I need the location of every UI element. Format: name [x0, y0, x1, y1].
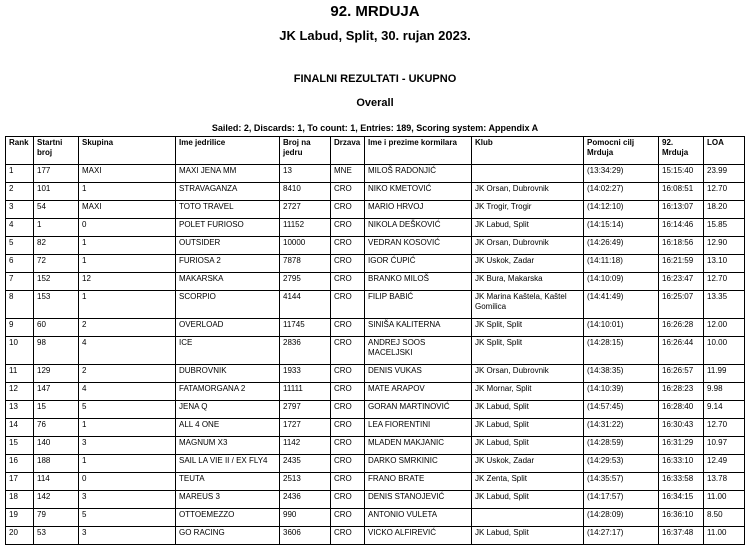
table-row — [6, 337, 745, 365]
table-row — [6, 527, 745, 545]
boat-name-cell: MAREUS 3 — [176, 491, 280, 509]
boat-name-cell: SCORPIO — [176, 291, 280, 319]
table-header-row — [6, 137, 745, 165]
col-header-mrduja-time: 92. Mrduja — [659, 137, 704, 165]
group-cell: 0 — [79, 473, 176, 491]
rank-cell: 20 — [6, 527, 34, 545]
table-row — [6, 365, 745, 383]
sail-number-cell: 11745 — [280, 319, 331, 337]
mrduja-time-cell: 16:08:51 — [659, 183, 704, 201]
skipper-cell: VICKO ALFIREVIĆ — [365, 527, 472, 545]
start-number-cell: 76 — [34, 419, 79, 437]
country-cell: CRO — [331, 491, 365, 509]
group-cell: 1 — [79, 255, 176, 273]
boat-name-cell: FATAMORGANA 2 — [176, 383, 280, 401]
sail-number-cell: 1727 — [280, 419, 331, 437]
results-table — [5, 136, 745, 545]
skipper-cell: MARIO HRVOJ — [365, 201, 472, 219]
loa-cell: 12.70 — [704, 419, 745, 437]
sail-number-cell: 7878 — [280, 255, 331, 273]
group-cell: 5 — [79, 401, 176, 419]
group-cell: 12 — [79, 273, 176, 291]
mrduja-time-cell: 16:18:56 — [659, 237, 704, 255]
sail-number-cell: 1933 — [280, 365, 331, 383]
group-cell: 3 — [79, 491, 176, 509]
loa-cell: 9.14 — [704, 401, 745, 419]
country-cell: CRO — [331, 455, 365, 473]
table-row — [6, 383, 745, 401]
start-number-cell: 153 — [34, 291, 79, 319]
boat-name-cell: TEUTA — [176, 473, 280, 491]
loa-cell: 11.99 — [704, 365, 745, 383]
boat-name-cell: MAKARSKA — [176, 273, 280, 291]
mrduja-time-cell: 16:34:15 — [659, 491, 704, 509]
mrduja-time-cell: 16:21:59 — [659, 255, 704, 273]
skipper-cell: ANTONIO VULETA — [365, 509, 472, 527]
club-cell: JK Split, Split — [472, 319, 584, 337]
mrduja-time-cell: 16:28:23 — [659, 383, 704, 401]
sail-number-cell: 11152 — [280, 219, 331, 237]
rank-cell: 6 — [6, 255, 34, 273]
start-number-cell: 101 — [34, 183, 79, 201]
rank-cell: 1 — [6, 165, 34, 183]
group-cell: 1 — [79, 455, 176, 473]
sail-number-cell: 990 — [280, 509, 331, 527]
country-cell: CRO — [331, 255, 365, 273]
mrduja-time-cell: 16:25:07 — [659, 291, 704, 319]
table-row — [6, 201, 745, 219]
mrduja-time-cell: 16:13:07 — [659, 201, 704, 219]
rank-cell: 14 — [6, 419, 34, 437]
mrduja-time-cell: 16:31:29 — [659, 437, 704, 455]
loa-cell: 11.00 — [704, 491, 745, 509]
mrduja-time-cell: 16:28:40 — [659, 401, 704, 419]
sail-number-cell: 8410 — [280, 183, 331, 201]
section-title: FINALNI REZULTATI - UKUPNO — [293, 73, 457, 85]
club-cell: JK Labud, Split — [472, 219, 584, 237]
skipper-cell: SINIŠA KALITERNA — [365, 319, 472, 337]
start-number-cell: 60 — [34, 319, 79, 337]
skipper-cell: FRANO BRATE — [365, 473, 472, 491]
aux-finish-cell: (14:10:39) — [584, 383, 659, 401]
sail-number-cell: 2836 — [280, 337, 331, 365]
table-row — [6, 291, 745, 319]
boat-name-cell: ICE — [176, 337, 280, 365]
skipper-cell: GORAN MARTINOVIĆ — [365, 401, 472, 419]
sail-number-cell: 10000 — [280, 237, 331, 255]
boat-name-cell: ALL 4 ONE — [176, 419, 280, 437]
start-number-cell: 82 — [34, 237, 79, 255]
loa-cell: 12.49 — [704, 455, 745, 473]
group-cell: 4 — [79, 383, 176, 401]
sail-number-cell: 3606 — [280, 527, 331, 545]
skipper-cell: MILOŠ RADONJIĆ — [365, 165, 472, 183]
skipper-cell: DARKO SMRKINIC — [365, 455, 472, 473]
start-number-cell: 53 — [34, 527, 79, 545]
club-cell: JK Mornar, Split — [472, 383, 584, 401]
skipper-cell: MATE ARAPOV — [365, 383, 472, 401]
group-cell: 4 — [79, 337, 176, 365]
boat-name-cell: OUTSIDER — [176, 237, 280, 255]
table-row — [6, 437, 745, 455]
skipper-cell: IGOR ĆUPIĆ — [365, 255, 472, 273]
group-cell: 1 — [79, 237, 176, 255]
club-cell: JK Zenta, Split — [472, 473, 584, 491]
table-row — [6, 255, 745, 273]
col-header-group: Skupina — [79, 137, 176, 165]
table-row — [6, 219, 745, 237]
boat-name-cell: MAXI JENA MM — [176, 165, 280, 183]
club-cell: JK Labud, Split — [472, 491, 584, 509]
skipper-cell: DENIS VUKAS — [365, 365, 472, 383]
start-number-cell: 140 — [34, 437, 79, 455]
boat-name-cell: POLET FURIOSO — [176, 219, 280, 237]
start-number-cell: 147 — [34, 383, 79, 401]
aux-finish-cell: (14:10:01) — [584, 319, 659, 337]
boat-name-cell: DUBROVNIK — [176, 365, 280, 383]
rank-cell: 16 — [6, 455, 34, 473]
skipper-cell: NIKOLA DEŠKOVIĆ — [365, 219, 472, 237]
loa-cell: 12.70 — [704, 183, 745, 201]
group-cell: 3 — [79, 527, 176, 545]
col-header-country: Drzava — [331, 137, 365, 165]
club-cell — [472, 165, 584, 183]
start-number-cell: 98 — [34, 337, 79, 365]
skipper-cell: DENIS STANOJEVIĆ — [365, 491, 472, 509]
start-number-cell: 1 — [34, 219, 79, 237]
club-cell: JK Labud, Split — [472, 437, 584, 455]
start-number-cell: 152 — [34, 273, 79, 291]
club-cell: JK Labud, Split — [472, 527, 584, 545]
col-header-start-number: Startni broj — [34, 137, 79, 165]
aux-finish-cell: (14:29:53) — [584, 455, 659, 473]
sail-number-cell: 11111 — [280, 383, 331, 401]
club-cell: JK Orsan, Dubrovnik — [472, 237, 584, 255]
country-cell: CRO — [331, 273, 365, 291]
rank-cell: 18 — [6, 491, 34, 509]
aux-finish-cell: (14:10:09) — [584, 273, 659, 291]
aux-finish-cell: (14:35:57) — [584, 473, 659, 491]
country-cell: CRO — [331, 509, 365, 527]
club-cell: JK Split, Split — [472, 337, 584, 365]
country-cell: CRO — [331, 527, 365, 545]
group-cell: 2 — [79, 365, 176, 383]
aux-finish-cell: (14:28:59) — [584, 437, 659, 455]
group-cell: 1 — [79, 183, 176, 201]
mrduja-time-cell: 16:33:58 — [659, 473, 704, 491]
rank-cell: 3 — [6, 201, 34, 219]
sail-number-cell: 2797 — [280, 401, 331, 419]
sail-number-cell: 2795 — [280, 273, 331, 291]
col-header-rank: Rank — [6, 137, 34, 165]
loa-cell: 13.78 — [704, 473, 745, 491]
rank-cell: 9 — [6, 319, 34, 337]
rank-cell: 2 — [6, 183, 34, 201]
rank-cell: 10 — [6, 337, 34, 365]
group-cell: 0 — [79, 219, 176, 237]
overall-heading: Overall — [356, 97, 394, 109]
skipper-cell: VEDRAN KOSOVIĆ — [365, 237, 472, 255]
rank-cell: 17 — [6, 473, 34, 491]
aux-finish-cell: (14:28:15) — [584, 337, 659, 365]
boat-name-cell: FURIOSA 2 — [176, 255, 280, 273]
col-header-club: Klub — [472, 137, 584, 165]
loa-cell: 10.97 — [704, 437, 745, 455]
sail-number-cell: 2513 — [280, 473, 331, 491]
loa-cell: 13.10 — [704, 255, 745, 273]
skipper-cell: FILIP BABIĆ — [365, 291, 472, 319]
aux-finish-cell: (14:02:27) — [584, 183, 659, 201]
mrduja-time-cell: 15:15:40 — [659, 165, 704, 183]
mrduja-time-cell: 16:36:10 — [659, 509, 704, 527]
rank-cell: 19 — [6, 509, 34, 527]
loa-cell: 11.00 — [704, 527, 745, 545]
boat-name-cell: MAGNUM X3 — [176, 437, 280, 455]
country-cell: CRO — [331, 201, 365, 219]
start-number-cell: 129 — [34, 365, 79, 383]
country-cell: CRO — [331, 237, 365, 255]
sail-number-cell: 2435 — [280, 455, 331, 473]
aux-finish-cell: (14:41:49) — [584, 291, 659, 319]
rank-cell: 4 — [6, 219, 34, 237]
loa-cell: 8.50 — [704, 509, 745, 527]
start-number-cell: 72 — [34, 255, 79, 273]
group-cell: 5 — [79, 509, 176, 527]
aux-finish-cell: (14:27:17) — [584, 527, 659, 545]
table-row — [6, 183, 745, 201]
rank-cell: 12 — [6, 383, 34, 401]
boat-name-cell: TOTO TRAVEL — [176, 201, 280, 219]
mrduja-time-cell: 16:30:43 — [659, 419, 704, 437]
table-row — [6, 509, 745, 527]
skipper-cell: NIKO KMETOVIĆ — [365, 183, 472, 201]
skipper-cell: ANDREJ SOOS MACELJSKI — [365, 337, 472, 365]
start-number-cell: 15 — [34, 401, 79, 419]
table-row — [6, 455, 745, 473]
loa-cell: 12.00 — [704, 319, 745, 337]
loa-cell: 15.85 — [704, 219, 745, 237]
country-cell: CRO — [331, 401, 365, 419]
club-cell: JK Bura, Makarska — [472, 273, 584, 291]
mrduja-time-cell: 16:26:44 — [659, 337, 704, 365]
start-number-cell: 177 — [34, 165, 79, 183]
group-cell: 1 — [79, 291, 176, 319]
club-cell: JK Orsan, Dubrovnik — [472, 183, 584, 201]
boat-name-cell: OVERLOAD — [176, 319, 280, 337]
boat-name-cell: JENA Q — [176, 401, 280, 419]
country-cell: CRO — [331, 319, 365, 337]
col-header-boat-name: Ime jedrilice — [176, 137, 280, 165]
sail-number-cell: 4144 — [280, 291, 331, 319]
loa-cell: 23.99 — [704, 165, 745, 183]
club-cell: JK Labud, Split — [472, 401, 584, 419]
table-row — [6, 401, 745, 419]
mrduja-time-cell: 16:23:47 — [659, 273, 704, 291]
rank-cell: 7 — [6, 273, 34, 291]
loa-cell: 12.90 — [704, 237, 745, 255]
col-header-aux-finish: Pomocni cilj Mrduja — [584, 137, 659, 165]
country-cell: CRO — [331, 183, 365, 201]
country-cell: CRO — [331, 365, 365, 383]
rank-cell: 13 — [6, 401, 34, 419]
table-row — [6, 319, 745, 337]
loa-cell: 12.70 — [704, 273, 745, 291]
sail-number-cell: 1142 — [280, 437, 331, 455]
club-cell: JK Labud, Split — [472, 419, 584, 437]
country-cell: CRO — [331, 337, 365, 365]
boat-name-cell: SAIL LA VIE II / EX FLY4 — [176, 455, 280, 473]
skipper-cell: MLADEN MAKJANIC — [365, 437, 472, 455]
skipper-cell: LEA FIORENTINI — [365, 419, 472, 437]
aux-finish-cell: (14:17:57) — [584, 491, 659, 509]
loa-cell: 13.35 — [704, 291, 745, 319]
boat-name-cell: STRAVAGANZA — [176, 183, 280, 201]
aux-finish-cell: (13:34:29) — [584, 165, 659, 183]
table-row — [6, 237, 745, 255]
start-number-cell: 188 — [34, 455, 79, 473]
boat-name-cell: GO RACING — [176, 527, 280, 545]
table-row — [6, 419, 745, 437]
mrduja-time-cell: 16:37:48 — [659, 527, 704, 545]
aux-finish-cell: (14:31:22) — [584, 419, 659, 437]
group-cell: 1 — [79, 419, 176, 437]
club-cell: JK Orsan, Dubrovnik — [472, 365, 584, 383]
aux-finish-cell: (14:12:10) — [584, 201, 659, 219]
group-cell: 3 — [79, 437, 176, 455]
sail-number-cell: 2436 — [280, 491, 331, 509]
aux-finish-cell: (14:26:49) — [584, 237, 659, 255]
table-row — [6, 473, 745, 491]
country-cell: CRO — [331, 473, 365, 491]
group-cell: 2 — [79, 319, 176, 337]
aux-finish-cell: (14:38:35) — [584, 365, 659, 383]
page-title: 92. MRDUJA — [330, 3, 420, 20]
country-cell: CRO — [331, 291, 365, 319]
rank-cell: 11 — [6, 365, 34, 383]
club-cell: JK Uskok, Zadar — [472, 455, 584, 473]
mrduja-time-cell: 16:33:10 — [659, 455, 704, 473]
col-header-skipper: Ime i prezime kormilara — [365, 137, 472, 165]
table-row — [6, 273, 745, 291]
group-cell: MAXI — [79, 201, 176, 219]
club-cell: JK Uskok, Zadar — [472, 255, 584, 273]
start-number-cell: 54 — [34, 201, 79, 219]
country-cell: MNE — [331, 165, 365, 183]
sail-number-cell: 2727 — [280, 201, 331, 219]
sail-number-cell: 13 — [280, 165, 331, 183]
aux-finish-cell: (14:11:18) — [584, 255, 659, 273]
aux-finish-cell: (14:15:14) — [584, 219, 659, 237]
country-cell: CRO — [331, 219, 365, 237]
rank-cell: 5 — [6, 237, 34, 255]
col-header-loa: LOA — [704, 137, 745, 165]
event-subtitle: JK Labud, Split, 30. rujan 2023. — [279, 28, 471, 43]
group-cell: MAXI — [79, 165, 176, 183]
boat-name-cell: OTTOEMEZZO — [176, 509, 280, 527]
aux-finish-cell: (14:28:09) — [584, 509, 659, 527]
mrduja-time-cell: 16:26:57 — [659, 365, 704, 383]
mrduja-time-cell: 16:26:28 — [659, 319, 704, 337]
club-cell — [472, 509, 584, 527]
loa-cell: 10.00 — [704, 337, 745, 365]
aux-finish-cell: (14:57:45) — [584, 401, 659, 419]
col-header-sail-number: Broj na jedru — [280, 137, 331, 165]
table-row — [6, 165, 745, 183]
club-cell: JK Marina Kaštela, Kaštel Gomilica — [472, 291, 584, 319]
start-number-cell: 142 — [34, 491, 79, 509]
country-cell: CRO — [331, 383, 365, 401]
loa-cell: 18.20 — [704, 201, 745, 219]
rank-cell: 8 — [6, 291, 34, 319]
country-cell: CRO — [331, 419, 365, 437]
country-cell: CRO — [331, 437, 365, 455]
mrduja-time-cell: 16:14:46 — [659, 219, 704, 237]
start-number-cell: 79 — [34, 509, 79, 527]
scoring-summary: Sailed: 2, Discards: 1, To count: 1, Entries: 189, Scoring system: Appendix A — [211, 123, 539, 133]
rank-cell: 15 — [6, 437, 34, 455]
start-number-cell: 114 — [34, 473, 79, 491]
loa-cell: 9.98 — [704, 383, 745, 401]
skipper-cell: BRANKO MILOŠ — [365, 273, 472, 291]
club-cell: JK Trogir, Trogir — [472, 201, 584, 219]
